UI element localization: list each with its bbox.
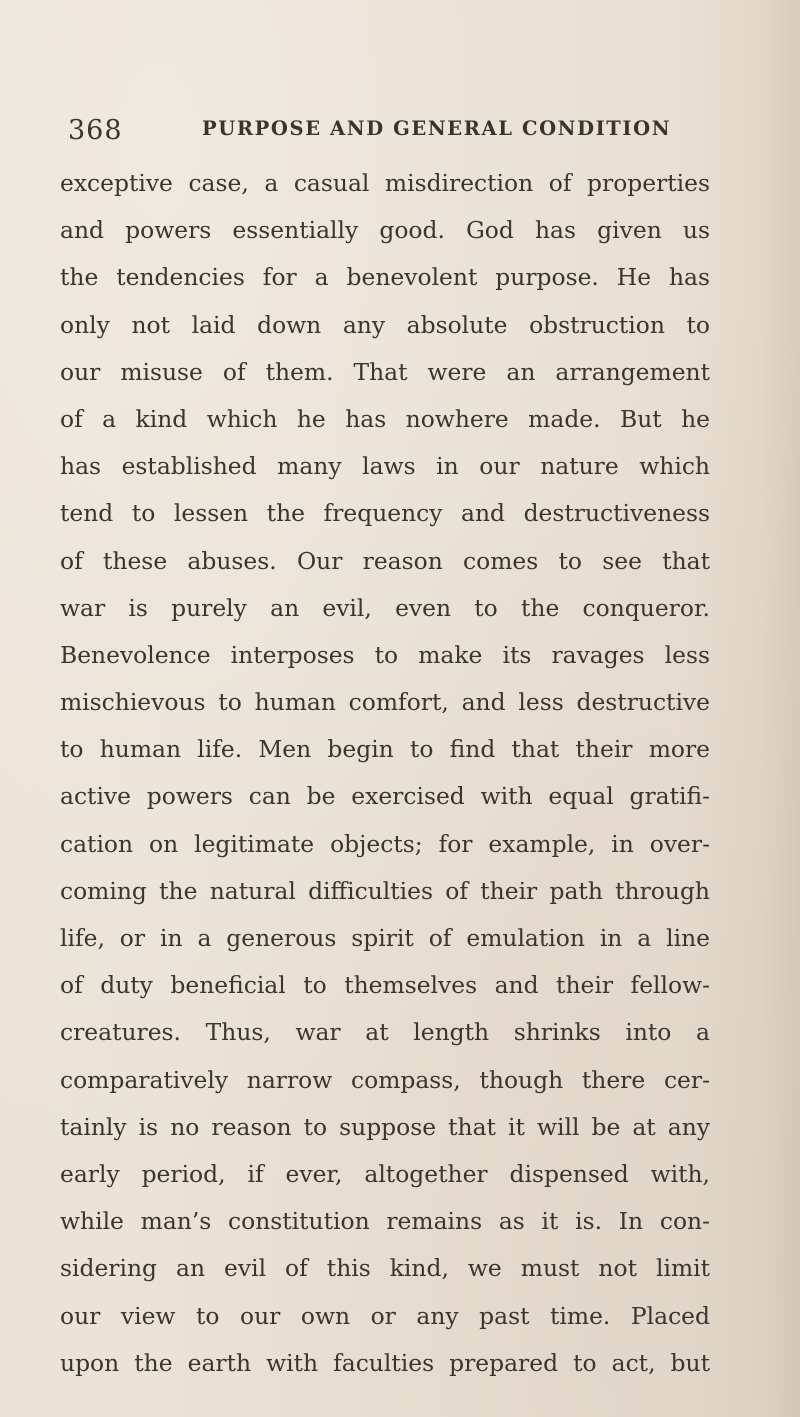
text-line: has established many laws in our nature which [60, 452, 710, 481]
text-line: our misuse of them. That were an arrangement [60, 357, 710, 386]
page-number: 368 [68, 115, 123, 146]
running-head: PURPOSE AND GENERAL CONDITION [202, 117, 672, 140]
text-line: the tendencies for a benevolent purpose. He has [60, 263, 710, 292]
text-line: of duty beneficial to themselves and their fellow- [60, 971, 710, 1000]
text-line: creatures. Thus, war at length shrinks into a [60, 1018, 710, 1047]
text-line: only not laid down any absolute obstruction to [60, 310, 710, 339]
text-line: early period, if ever, altogether dispensed with, [60, 1159, 710, 1188]
text-line: of these abuses. Our reason comes to see that [60, 546, 710, 575]
text-line: active powers can be exercised with equal gratifi- [60, 782, 710, 811]
text-line: comparatively narrow compass, though there cer- [60, 1065, 710, 1094]
text-line: life, or in a generous spirit of emulation in a line [60, 924, 710, 952]
text-line: tend to lessen the frequency and destructiveness [60, 499, 710, 528]
text-line: coming the natural difficulties of their path through [60, 876, 710, 905]
text-line: cation on legitimate objects; for example, in over- [60, 829, 710, 858]
text-line: our view to our own or any past time. Placed [60, 1301, 710, 1330]
text-line: upon the earth with faculties prepared to act, but [60, 1348, 710, 1377]
text-line: tainly is no reason to suppose that it will be at any [60, 1112, 710, 1141]
page-header [68, 115, 748, 151]
text-line: of a kind which he has nowhere made. But he [60, 404, 710, 433]
text-line: to human life. Men begin to find that their more [60, 735, 710, 764]
text-line: Benevolence interposes to make its ravages less [60, 640, 710, 669]
text-line: sidering an evil of this kind, we must not limit [60, 1254, 710, 1283]
text-line: exceptive case, a casual misdirection of properties [60, 169, 710, 197]
body-text [60, 160, 710, 1387]
text-line: and powers essentially good. God has given us [60, 216, 710, 245]
text-line: while man’s constitution remains as it is. In con- [60, 1207, 710, 1236]
text-line: mischievous to human comfort, and less destructive [60, 688, 710, 717]
text-line: war is purely an evil, even to the conqueror. [60, 593, 710, 622]
